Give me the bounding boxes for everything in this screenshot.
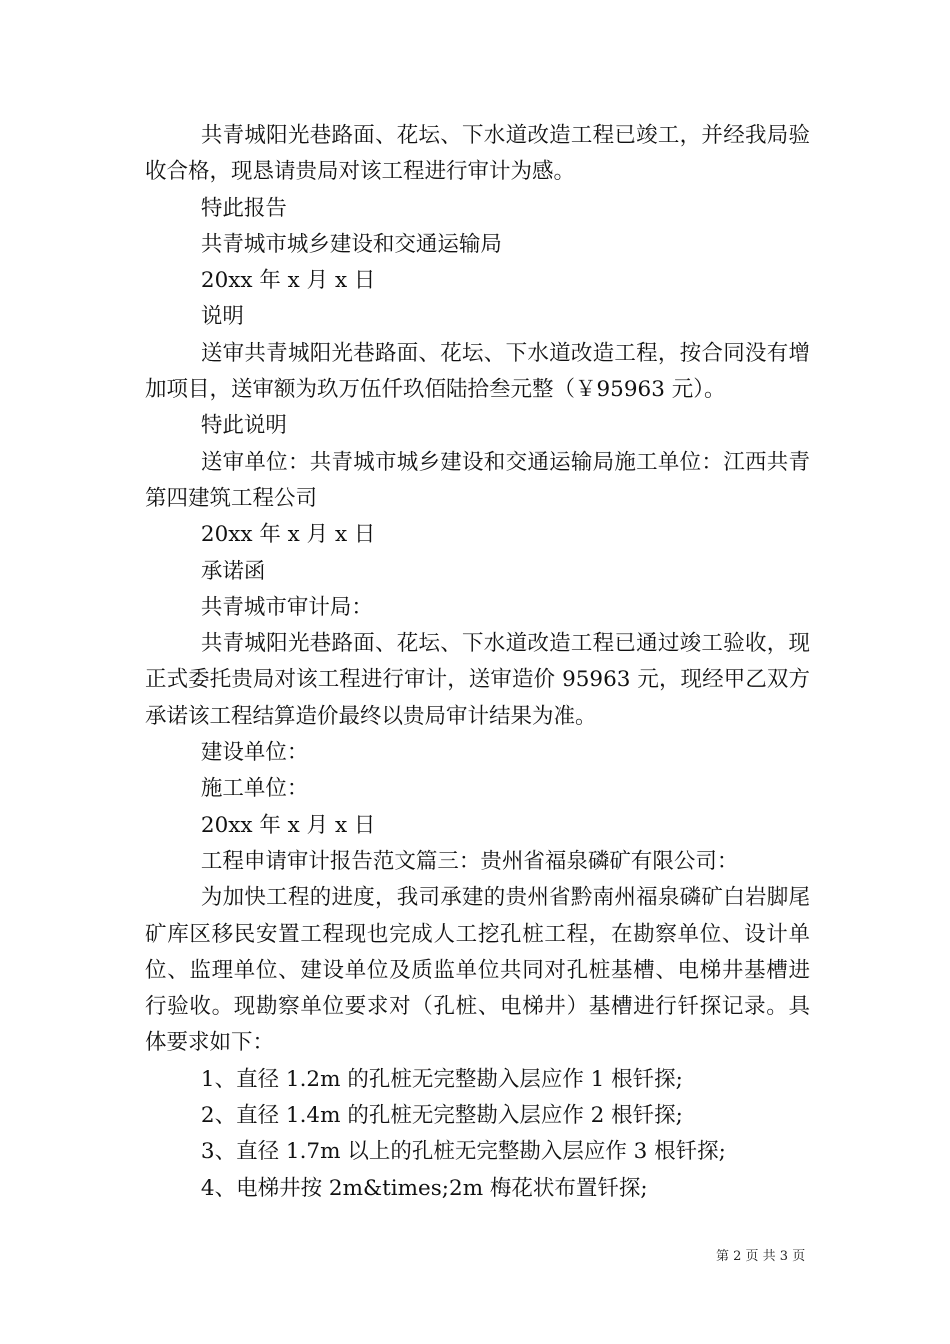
paragraph-4: 20xx 年 x 月 x 日 xyxy=(200,268,376,294)
paragraph-21: 4、电梯井按 2m&times;2m 梅花状布置钎探; xyxy=(200,1175,648,1201)
paragraph-2: 特此报告 xyxy=(200,195,287,221)
paragraph-3: 共青城市城乡建设和交通运输局 xyxy=(200,231,502,257)
document-body xyxy=(145,118,810,1207)
paragraph-18: 1、直径 1.2m 的孔桩无完整勘入层应作 1 根钎探; xyxy=(200,1066,683,1092)
paragraph-16: 工程申请审计报告范文篇三：贵州省福泉磷矿有限公司： xyxy=(200,848,739,874)
paragraph-15: 20xx 年 x 月 x 日 xyxy=(200,812,376,838)
paragraph-1: 共青城阳光巷路面、花坛、下水道改造工程已竣工，并经我局验收合格，现恳请贵局对该工程进行审计为感。 xyxy=(145,123,810,185)
paragraph-7: 特此说明 xyxy=(200,413,287,439)
paragraph-19: 2、直径 1.4m 的孔桩无完整勘入层应作 2 根钎探; xyxy=(200,1103,683,1129)
paragraph-10: 承诺函 xyxy=(200,558,266,584)
paragraph-13: 建设单位： xyxy=(200,740,309,766)
paragraph-12: 共青城阳光巷路面、花坛、下水道改造工程已通过竣工验收，现正式委托贵局对该工程进行审计，送审造价 95963 元，现经甲乙双方承诺该工程结算造价最终以贵局审计结果为准。 xyxy=(145,631,810,729)
paragraph-6: 送审共青城阳光巷路面、花坛、下水道改造工程，按合同没有增加项目，送审额为玖万伍仟玖佰陆拾叁元整（￥95963 元）。 xyxy=(145,340,810,403)
paragraph-17: 为加快工程的进度，我司承建的贵州省黔南州福泉磷矿白岩脚尾矿库区移民安置工程现也完成人工挖孔桩工程，在勘察单位、设计单位、监理单位、建设单位及质监单位共同对孔桩基槽、电梯井基槽进行验收。现勘察单位要求对（孔桩、电梯井）基槽进行钎探记录。具体要求如下： xyxy=(145,885,810,1056)
paragraph-20: 3、直径 1.7m 以上的孔桩无完整勘入层应作 3 根钎探; xyxy=(200,1139,726,1165)
paragraph-5: 说明 xyxy=(200,304,244,330)
paragraph-14: 施工单位： xyxy=(200,776,309,802)
paragraph-9: 20xx 年 x 月 x 日 xyxy=(200,522,376,548)
paragraph-11: 共青城市审计局： xyxy=(200,594,373,620)
page-number-footer: 第 2 页 共 3 页 xyxy=(716,1249,806,1264)
paragraph-8: 送审单位：共青城市城乡建设和交通运输局施工单位：江西共青第四建筑工程公司 xyxy=(145,449,810,511)
